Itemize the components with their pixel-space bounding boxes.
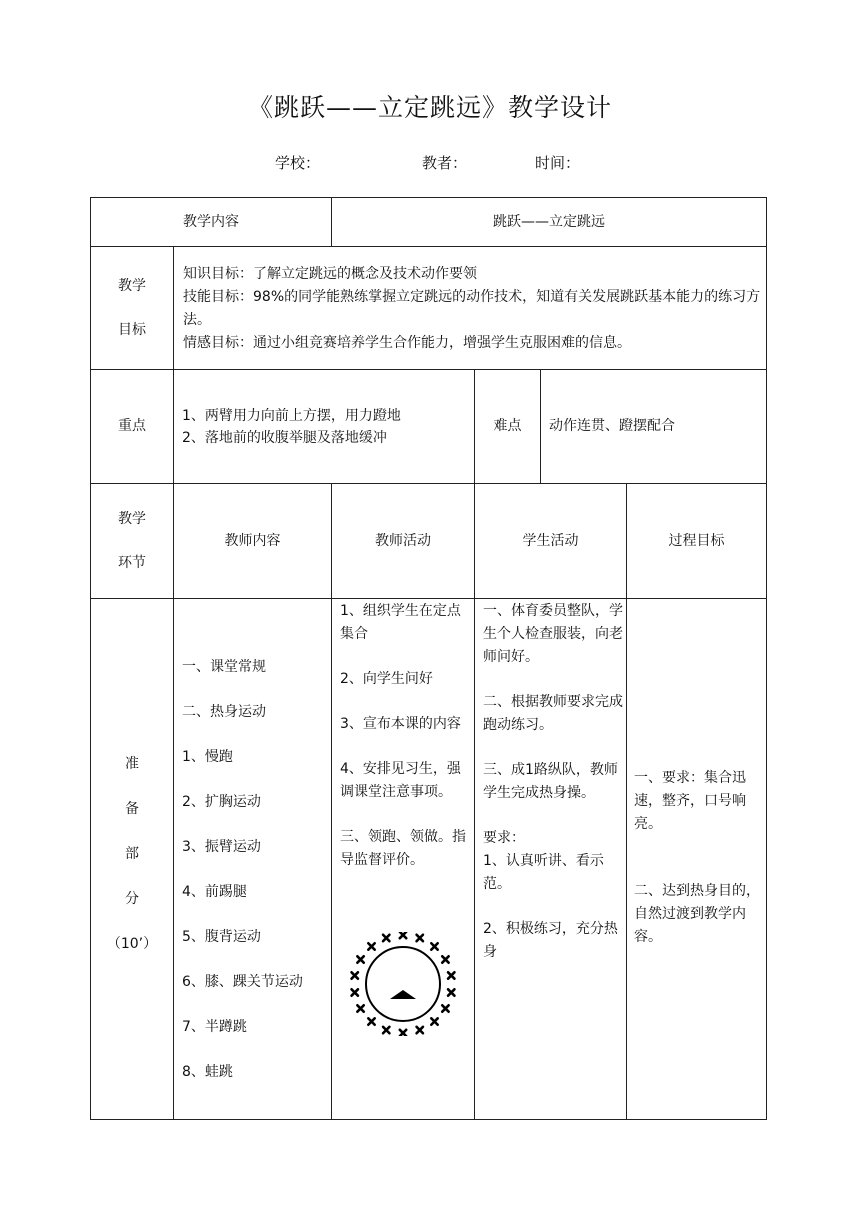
student-marker-icon — [442, 1005, 448, 1011]
time-label: 时间： — [535, 154, 581, 172]
student-marker-icon — [448, 989, 454, 995]
stage-header-line: 环节 — [118, 555, 146, 571]
keypoint-item: 1、两臂用力向前上方摆，用力蹬地 — [182, 408, 401, 424]
objectives-label-line: 目标 — [118, 322, 146, 338]
keypoints-label: 重点 — [118, 418, 146, 434]
student-marker-icon — [417, 1027, 423, 1033]
student-marker-icon — [442, 956, 448, 962]
teacher-content-item: 1、慢跑 — [182, 749, 233, 765]
prep-teacher-content — [182, 645, 330, 1095]
process-goal-item: 二、达到热身目的，自然过渡到教学内容。 — [634, 883, 760, 945]
objectives-label — [91, 247, 173, 369]
stage-header-line: 教学 — [118, 511, 146, 527]
student-marker-icon — [352, 989, 358, 995]
student-activity-item: 三、成1路纵队，教师学生完成热身操。 — [483, 762, 618, 801]
teacher-content-item: 7、半蹲跳 — [182, 1019, 247, 1035]
formation-diagram — [346, 932, 462, 1036]
prep-stage-char: 备 — [125, 801, 139, 817]
teacher-content-item: 5、腹背运动 — [182, 929, 261, 945]
teacher-content-item: 3、振臂运动 — [182, 839, 261, 855]
teacher-activity-item: 2、向学生问好 — [340, 671, 433, 687]
skill-objective: 技能目标：98%的同学能熟练掌握立定跳远的动作技术，知道有关发展跳跃基本能力的练习方法。 — [183, 289, 761, 328]
teacher-activity-item: 三、领跑、领做。指导监督评价。 — [340, 829, 466, 868]
student-marker-icon — [357, 956, 363, 962]
prep-stage-char: 准 — [125, 756, 139, 772]
stage-header — [91, 484, 173, 598]
teacher-content-header: 教师内容 — [224, 532, 281, 549]
keypoint-item: 2、落地前的收腹举腿及落地缓冲 — [182, 430, 387, 446]
prep-process-goal — [634, 767, 762, 949]
difficulty-text: 动作连贯、蹬摆配合 — [549, 418, 675, 434]
process-goal-item: 一、要求：集合迅速，整齐，口号响亮。 — [634, 770, 746, 832]
student-activity-header: 学生活动 — [522, 532, 579, 549]
teacher-content-item: 2、扩胸运动 — [182, 794, 261, 810]
teacher-activity-item: 3、宣布本课的内容 — [340, 716, 461, 732]
teacher-content-item: 二、热身运动 — [182, 704, 266, 720]
content-value: 跳跃——立定跳远 — [493, 213, 605, 230]
teacher-content-item: 一、课堂常规 — [182, 659, 266, 675]
student-marker-icon — [448, 972, 454, 978]
teacher-content-item: 4、前踢腿 — [182, 884, 247, 900]
teacher-content-item: 8、蛙跳 — [182, 1064, 233, 1080]
prep-stage-char: （10’） — [106, 936, 158, 952]
document-title: 《跳跃——立定跳远》教学设计 — [247, 93, 612, 122]
teacher-activity-item: 1、组织学生在定点集合 — [340, 603, 461, 642]
student-activity-item: 二、根据教师要求完成跑动练习。 — [483, 694, 623, 733]
student-marker-icon — [352, 972, 358, 978]
student-activity-item: 一、体育委员整队，学生个人检查服装，向老师问好。 — [483, 603, 623, 665]
keypoints-text — [182, 405, 472, 449]
objectives-text — [183, 263, 761, 355]
student-marker-icon — [368, 1018, 374, 1024]
student-marker-icon — [357, 1005, 363, 1011]
student-activity-item: 2、积极练习，充分热身 — [483, 921, 618, 960]
student-marker-icon — [417, 935, 423, 941]
content-label: 教学内容 — [183, 213, 239, 230]
student-marker-icon — [368, 943, 374, 949]
prep-stage-char: 部 — [125, 846, 139, 862]
student-marker-icon — [400, 932, 406, 938]
teacher-activity-item: 4、安排见习生，强调课堂注意事项。 — [340, 761, 461, 800]
school-label: 学校： — [275, 154, 321, 172]
teacher-content-item: 6、膝、踝关节运动 — [182, 974, 303, 990]
student-marker-icon — [431, 943, 437, 949]
teacher-activity-header: 教师活动 — [375, 532, 431, 549]
student-marker-icon — [400, 1030, 406, 1036]
student-marker-icon — [431, 1018, 437, 1024]
teacher-label: 教者： — [422, 154, 468, 172]
process-goal-header: 过程目标 — [668, 532, 725, 549]
student-requirement-label: 要求： — [483, 830, 525, 846]
prep-stage — [91, 742, 173, 967]
student-marker-icon — [383, 935, 389, 941]
difficulty-label: 难点 — [493, 418, 522, 434]
prep-student-activity — [483, 600, 623, 964]
student-activity-item: 1、认真听讲、看示范。 — [483, 853, 604, 892]
objectives-label-line: 教学 — [118, 278, 146, 294]
student-marker-icon — [383, 1027, 389, 1033]
prep-teacher-activity — [340, 600, 470, 872]
knowledge-objective: 知识目标：了解立定跳远的概念及技术动作要领 — [183, 266, 477, 282]
prep-stage-char: 分 — [125, 891, 139, 907]
emotion-objective: 情感目标：通过小组竞赛培养学生合作能力，增强学生克服困难的信息。 — [183, 335, 631, 351]
